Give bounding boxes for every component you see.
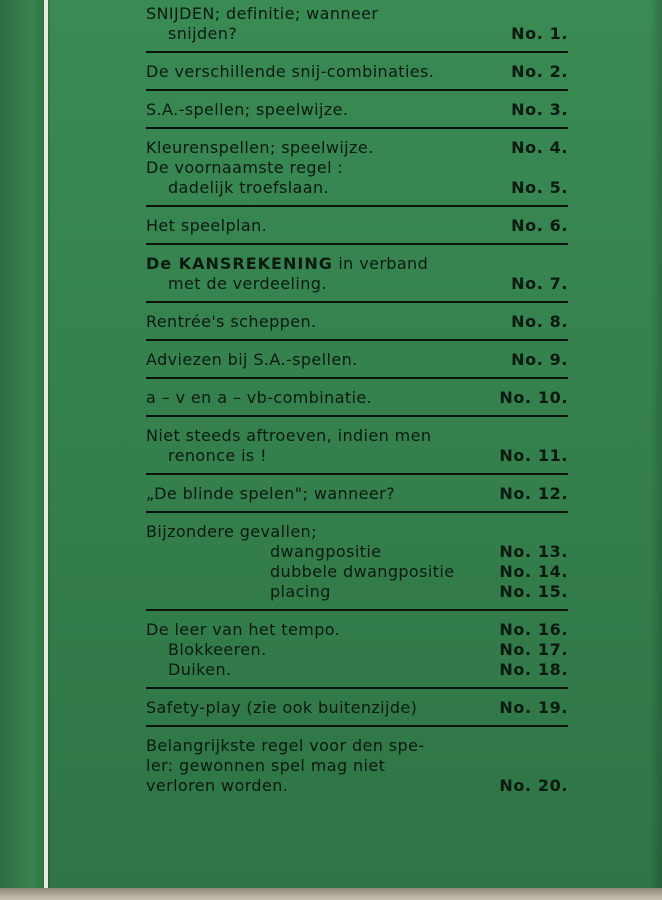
- toc-text: Bijzondere gevallen;: [146, 522, 317, 541]
- divider: [146, 473, 568, 475]
- toc-text: dubbele dwangpositie: [270, 562, 455, 581]
- toc-text: S.A.-spellen; speelwijze.: [146, 100, 349, 119]
- toc-number: No. 16.: [499, 620, 568, 639]
- toc-line: [146, 736, 568, 756]
- toc-line: [146, 350, 568, 370]
- toc-line: [146, 62, 568, 82]
- toc-line: [146, 100, 568, 120]
- toc-text: verloren worden.: [146, 776, 289, 795]
- divider: [146, 687, 568, 689]
- divider: [146, 89, 568, 91]
- toc-line: [146, 312, 568, 332]
- divider: [146, 725, 568, 727]
- divider: [146, 377, 568, 379]
- toc-text: dadelijk troefslaan.: [168, 178, 330, 197]
- toc-line: [146, 698, 568, 718]
- toc-line: [146, 274, 568, 294]
- toc-line: [146, 4, 568, 24]
- toc-text: Rentrée's scheppen.: [146, 312, 317, 331]
- toc-text: placing: [270, 582, 331, 601]
- toc-text: Belangrijkste regel voor den spe-: [146, 736, 425, 755]
- toc-entry: [146, 426, 568, 466]
- divider: [146, 609, 568, 611]
- toc-text: Het speelplan.: [146, 216, 268, 235]
- toc-number: No. 13.: [499, 542, 568, 561]
- toc-number: No. 12.: [499, 484, 568, 503]
- toc-text: a – v en a – vb-combinatie.: [146, 388, 373, 407]
- toc-entry: [146, 350, 568, 370]
- toc-line: [146, 562, 568, 582]
- divider: [146, 301, 568, 303]
- toc-number: No. 3.: [511, 100, 568, 119]
- toc-line: [146, 756, 568, 776]
- toc-number: No. 8.: [511, 312, 568, 331]
- toc-entry: [146, 100, 568, 120]
- toc-text: Duiken.: [168, 660, 232, 679]
- toc-number: No. 19.: [499, 698, 568, 717]
- toc-entry: [146, 254, 568, 294]
- toc-line: [146, 776, 568, 796]
- toc-entry: [146, 698, 568, 718]
- toc-line: [146, 216, 568, 236]
- divider: [146, 243, 568, 245]
- toc-entry: [146, 388, 568, 408]
- toc-number: No. 2.: [511, 62, 568, 81]
- left-panel: [0, 0, 44, 888]
- divider: [146, 511, 568, 513]
- toc-entry: [146, 312, 568, 332]
- toc-line: [146, 426, 568, 446]
- toc-line: [146, 24, 568, 44]
- toc-number: No. 11.: [499, 446, 568, 465]
- right-edge-shadow: [650, 0, 662, 888]
- divider: [146, 205, 568, 207]
- table-of-contents: [146, 4, 568, 796]
- fold-line: [44, 0, 48, 888]
- toc-number: No. 17.: [499, 640, 568, 659]
- toc-text: Safety-play (zie ook buitenzijde): [146, 698, 418, 717]
- toc-text: SNIJDEN; definitie; wanneer: [146, 4, 379, 23]
- toc-number: No. 1.: [511, 24, 568, 43]
- toc-text: met de verdeeling.: [168, 274, 327, 293]
- toc-entry: [146, 620, 568, 680]
- toc-text: Kleurenspellen; speelwijze.: [146, 138, 374, 157]
- toc-text: Blokkeeren.: [168, 640, 267, 659]
- toc-text: [146, 254, 428, 274]
- divider: [146, 415, 568, 417]
- toc-text: De leer van het tempo.: [146, 620, 341, 639]
- toc-entry: [146, 4, 568, 44]
- toc-text: renonce is !: [168, 446, 267, 465]
- toc-entry: [146, 522, 568, 602]
- toc-entry: [146, 736, 568, 796]
- toc-line: [146, 640, 568, 660]
- table-surface: [0, 888, 662, 900]
- toc-text: dwangpositie: [270, 542, 382, 561]
- toc-entry: [146, 62, 568, 82]
- toc-line: [146, 158, 568, 178]
- toc-line: [146, 484, 568, 504]
- toc-number: No. 7.: [511, 274, 568, 293]
- toc-line: [146, 620, 568, 640]
- toc-line: [146, 178, 568, 198]
- toc-entry: [146, 484, 568, 504]
- toc-number: No. 20.: [499, 776, 568, 795]
- toc-line: [146, 522, 568, 542]
- toc-line: [146, 138, 568, 158]
- toc-text: Adviezen bij S.A.-spellen.: [146, 350, 358, 369]
- toc-entry: [146, 138, 568, 198]
- toc-number: No. 5.: [511, 178, 568, 197]
- toc-number: No. 6.: [511, 216, 568, 235]
- toc-text-rest: in verband: [332, 254, 429, 273]
- toc-line: [146, 388, 568, 408]
- toc-number: No. 9.: [511, 350, 568, 369]
- toc-text: De voornaamste regel :: [146, 158, 344, 177]
- toc-number: No. 10.: [499, 388, 568, 407]
- toc-text: De verschillende snij-combinaties.: [146, 62, 435, 81]
- toc-text: snijden?: [168, 24, 238, 43]
- toc-number: No. 18.: [499, 660, 568, 679]
- divider: [146, 339, 568, 341]
- toc-line: [146, 254, 568, 274]
- toc-line: [146, 660, 568, 680]
- toc-number: No. 4.: [511, 138, 568, 157]
- toc-line: [146, 446, 568, 466]
- toc-text-emphasis: De KANSREKENING: [146, 254, 333, 273]
- toc-line: [146, 582, 568, 602]
- toc-text: ler: gewonnen spel mag niet: [146, 756, 386, 775]
- toc-text: Niet steeds aftroeven, indien men: [146, 426, 432, 445]
- divider: [146, 51, 568, 53]
- toc-text: „De blinde spelen"; wanneer?: [146, 484, 395, 503]
- toc-entry: [146, 216, 568, 236]
- toc-number: No. 15.: [499, 582, 568, 601]
- toc-line: [146, 542, 568, 562]
- divider: [146, 127, 568, 129]
- toc-number: No. 14.: [499, 562, 568, 581]
